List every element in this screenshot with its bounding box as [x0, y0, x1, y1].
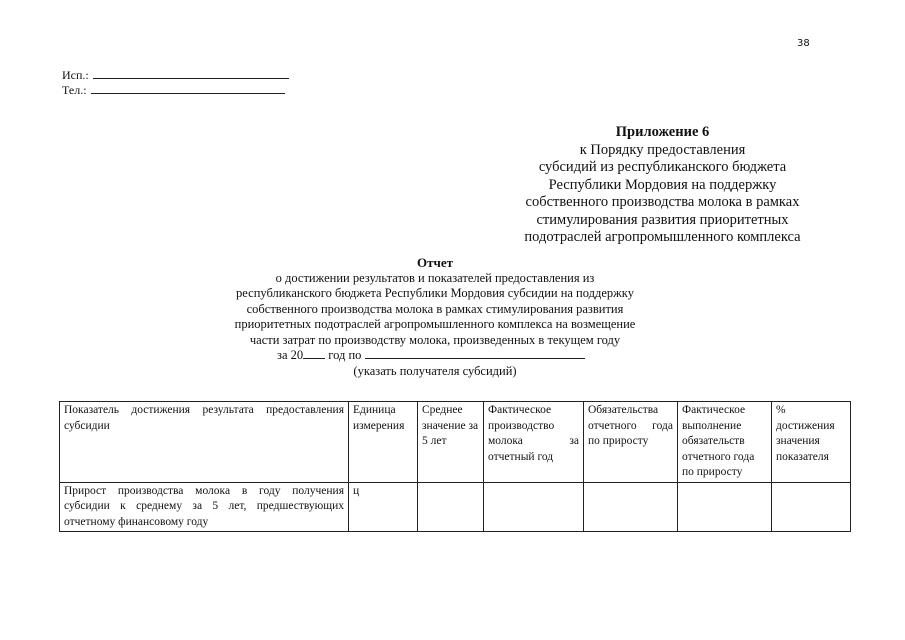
phone-field	[62, 83, 285, 97]
table-cell: Прирост производства молока в году получения субсидии к среднему за 5 лет, предшествующих отчетному финансовому году	[60, 482, 349, 532]
appendix-line: субсидий из республиканского бюджета	[538, 159, 787, 175]
table-cell[interactable]	[484, 482, 584, 532]
year-middle: год по	[328, 348, 362, 362]
table-header-cell: Фактическое производство молока за отчетный год	[484, 402, 584, 483]
recipient-blank[interactable]	[365, 349, 585, 359]
report-period-line	[200, 348, 670, 364]
table-header-cell: % достижения значения показателя	[772, 402, 851, 483]
table-header-cell: Обязательства отчетного года по приросту	[584, 402, 678, 483]
report-table	[59, 401, 851, 532]
appendix-block	[500, 124, 825, 247]
table-cell[interactable]	[678, 482, 772, 532]
table-header-cell: Единица измерения	[349, 402, 418, 483]
report-line: части затрат по производству молока, произведенных в текущем году	[249, 332, 621, 347]
appendix-title: Приложение 6	[615, 124, 710, 140]
year-blank[interactable]	[303, 349, 325, 359]
executor-blank[interactable]	[93, 69, 289, 79]
table-header-cell: Фактическое выполнение обязательств отчетного года по приросту	[678, 402, 772, 483]
page-number: 38	[797, 38, 810, 49]
report-header	[200, 255, 670, 379]
table-header-cell: Среднее значение за 5 лет	[418, 402, 484, 483]
table-cell: ц	[349, 482, 418, 532]
appendix-line: стимулирования развития приоритетных	[536, 211, 789, 228]
report-line: о достижении результатов и показателей предоставления из	[275, 270, 595, 285]
recipient-hint: (указать получателя субсидий)	[353, 363, 517, 378]
table-header-cell: Показатель достижения результата предоставления субсидии	[60, 402, 349, 483]
executor-field	[62, 68, 289, 82]
table-header-row	[60, 402, 851, 483]
report-line: собственного производства молока в рамках стимулирования развития	[246, 301, 624, 316]
appendix-line: подотраслей агропромышленного комплекса	[524, 229, 801, 245]
table-row	[60, 482, 851, 532]
table-cell[interactable]	[772, 482, 851, 532]
appendix-line: Республики Мордовия на поддержку	[548, 176, 777, 193]
report-line: республиканского бюджета Республики Мордовия субсидии на поддержку	[236, 286, 634, 300]
appendix-line: к Порядку предоставления	[579, 141, 746, 158]
table-cell[interactable]	[418, 482, 484, 532]
phone-label: Тел.:	[62, 83, 87, 97]
table-cell[interactable]	[584, 482, 678, 532]
executor-label: Исп.:	[62, 68, 89, 82]
report-title: Отчет	[417, 255, 453, 270]
report-line: приоритетных подотраслей агропромышленного комплекса на возмещение	[234, 317, 636, 331]
year-prefix: за 20	[277, 348, 304, 362]
phone-blank[interactable]	[91, 84, 285, 94]
appendix-line: собственного производства молока в рамках	[525, 194, 800, 210]
